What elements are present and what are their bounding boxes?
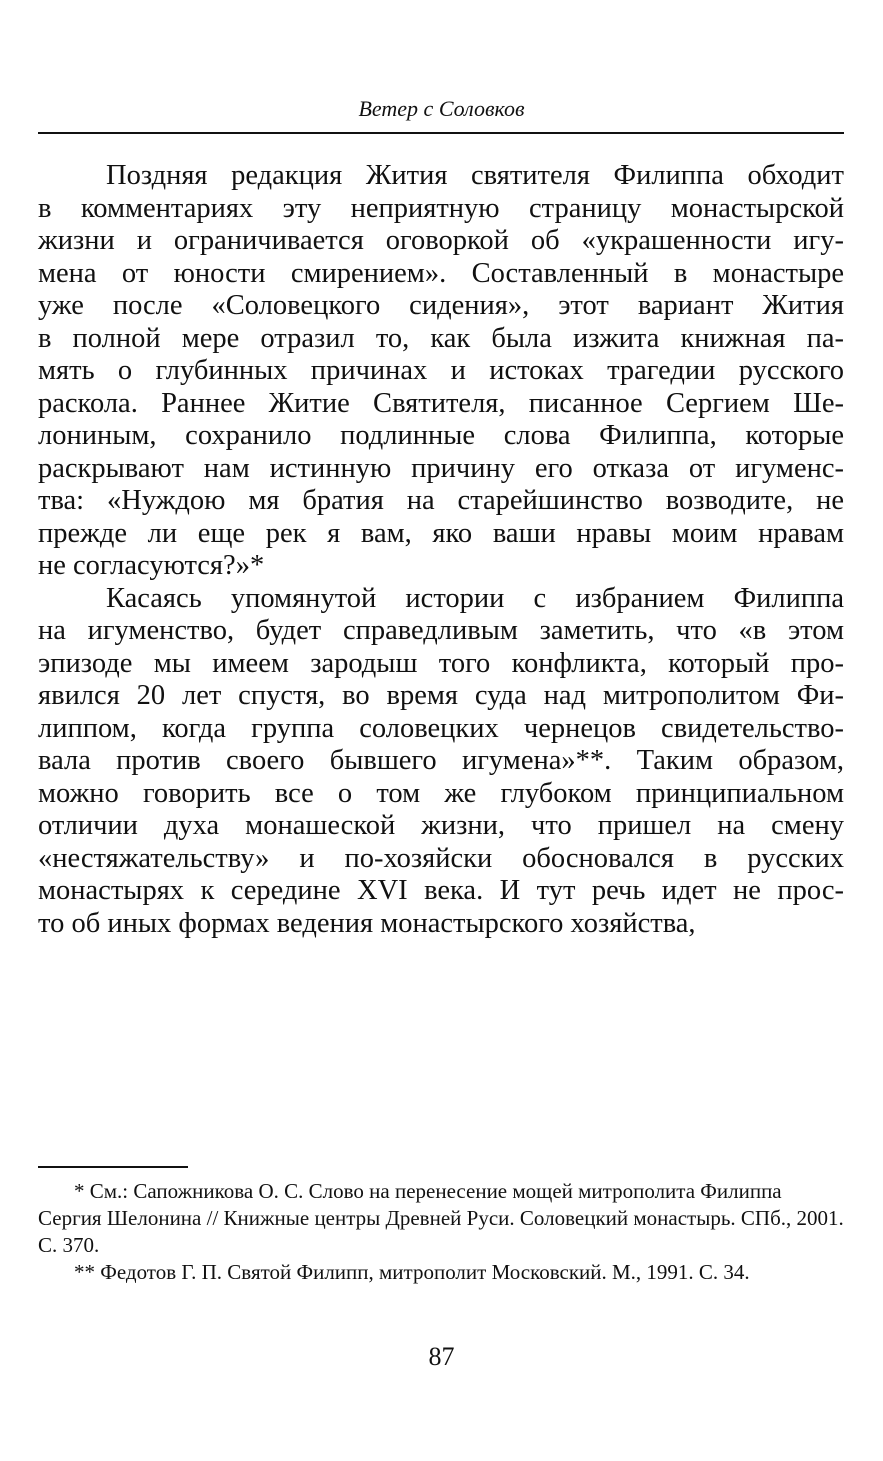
text-line: в полной мере отразил то, как была изжита книжная па- bbox=[38, 322, 844, 354]
paragraph bbox=[38, 160, 844, 583]
footnote-text: Федотов Г. П. Святой Филипп, митрополит Московский. М., 1991. С. 34. bbox=[100, 1260, 750, 1284]
text-line: мять о глубинных причинах и истоках трагедии русского bbox=[38, 355, 844, 386]
text-line: Поздняя редакция Жития святителя Филиппа обходит bbox=[106, 160, 844, 191]
footnote bbox=[38, 1178, 844, 1259]
text-line: вала против своего бывшего игумена»**. Таким образом, bbox=[38, 745, 844, 776]
footnote-rule bbox=[38, 1166, 188, 1168]
page-number: 87 bbox=[428, 1342, 455, 1371]
footnote-text: См.: Сапожникова О. С. Слово на перенесение мощей митрополита Филиппа Сергия Шелонина // Книжные центры Древней Руси. Соловецкий монастырь. СПб., 2001. С. 370. bbox=[38, 1179, 844, 1257]
text-line: прежде ли еще рек я вам, яко ваши нравы моим нравам bbox=[38, 517, 844, 549]
paragraph bbox=[38, 583, 844, 941]
header-rule bbox=[38, 132, 844, 134]
text-line: отличии духа монашеской жизни, что пришел на смену bbox=[38, 810, 844, 841]
text-line: эпизоде мы имеем зародыш того конфликта, который про- bbox=[38, 647, 844, 679]
text-line: жизни и ограничивается оговоркой об «украшенности игу- bbox=[38, 225, 844, 256]
text-line: тва: «Нуждою мя братия на старейшинство возводите, не bbox=[38, 485, 844, 516]
body-text bbox=[38, 160, 844, 940]
text-line: мена от юности смирением». Составленный в монастыре bbox=[38, 257, 844, 289]
text-line: то об иных формах ведения монастырского хозяйства, bbox=[38, 907, 696, 939]
text-line: «нестяжательству» и по-хозяйски обосновался в русских bbox=[38, 842, 844, 874]
text-line: лониным, сохранило подлинные слова Филиппа, которые bbox=[38, 420, 844, 451]
text-line: явился 20 лет спустя, во время суда над митрополитом Фи- bbox=[38, 680, 844, 711]
footnotes bbox=[38, 1178, 844, 1286]
text-line: раскрывают нам истинную причину его отказа от игуменс- bbox=[38, 452, 844, 484]
text-line: можно говорить все о том же глубоком принципиальном bbox=[38, 777, 844, 809]
footnote bbox=[38, 1259, 844, 1286]
footnote-marker: * bbox=[74, 1179, 85, 1203]
running-head: Ветер с Соловков bbox=[358, 96, 525, 121]
text-line: раскола. Раннее Житие Святителя, писанное Сергием Ше- bbox=[38, 387, 844, 419]
footnote-marker: ** bbox=[74, 1260, 95, 1284]
text-line: липпом, когда группа соловецких чернецов свидетельство- bbox=[38, 712, 844, 744]
text-line: не согласуются?»* bbox=[38, 550, 265, 581]
text-line: в комментариях эту неприятную страницу монастырской bbox=[38, 192, 844, 224]
text-line: уже после «Соловецкого сидения», этот вариант Жития bbox=[38, 290, 844, 321]
text-line: на игуменство, будет справедливым заметить, что «в этом bbox=[38, 615, 844, 646]
text-line: Касаясь упомянутой истории с избранием Филиппа bbox=[106, 582, 844, 614]
text-line: монастырях к середине XVI века. И тут речь идет не прос- bbox=[38, 875, 844, 906]
